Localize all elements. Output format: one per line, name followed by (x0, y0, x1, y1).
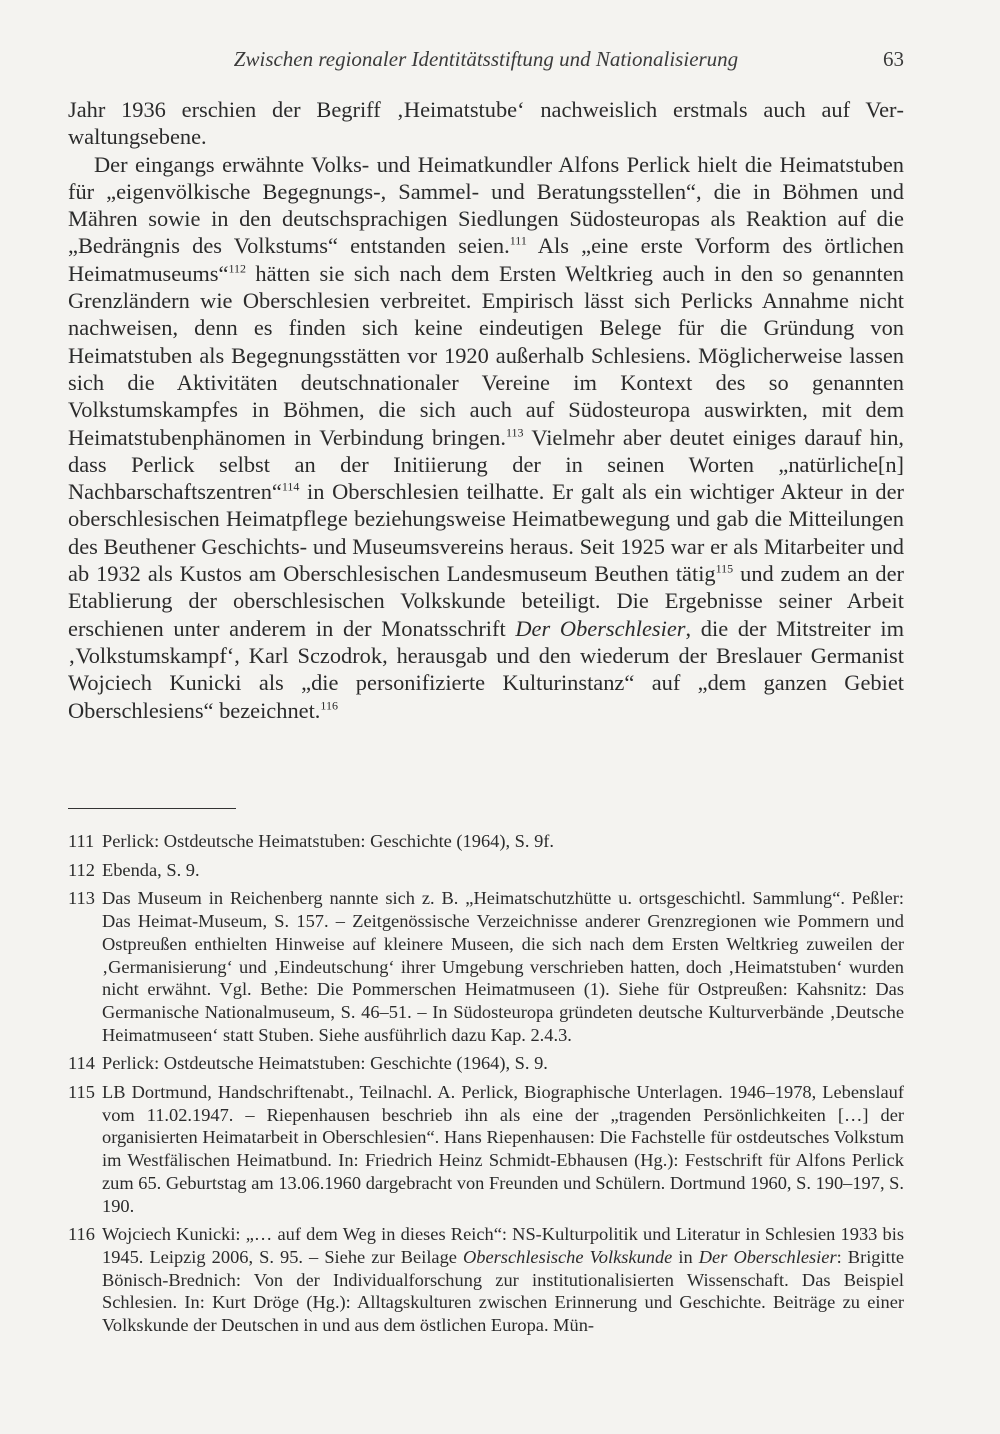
footnote-112 (68, 859, 904, 882)
footnote-number: 116 (68, 1224, 95, 1245)
footnote-divider (68, 808, 236, 809)
footnote-number: 115 (68, 1082, 95, 1103)
supplement-title: Oberschlesische Volkskunde (463, 1246, 673, 1267)
text-segment: Wojciech Kunicki: „… auf dem Weg in dieses Reich“: NS-Kulturpolitik und Literatur in Schlesien 1933 bis 1945. Leipzig 2006, S. 95. – Siehe zur Beilage (102, 1224, 904, 1267)
footnote-text: Perlick: Ostdeutsche Heimatstuben: Geschichte (1964), S. 9. (102, 1053, 548, 1074)
footnote-reference[interactable]: 111 (509, 234, 527, 249)
periodical-title: Der Oberschlesier (515, 615, 686, 641)
footnotes (68, 830, 904, 1343)
paragraph: Jahr 1936 erschien der Begriff ‚Heimatstube‘ nachweislich erstmals auch auf Verwaltungsebene. (68, 97, 904, 150)
periodical-title: Der Oberschlesier (698, 1246, 837, 1267)
footnote-text: Ebenda, S. 9. (102, 859, 200, 880)
footnote-115 (68, 1081, 904, 1217)
text-segment: und zudem an der Etablierung der oberschlesischen Volkskunde beteiligt. Die Ergebnisse seiner Arbeit erschienen unter anderem in der Monatsschrift (68, 561, 904, 641)
footnote-reference[interactable]: 115 (715, 561, 734, 576)
footnote-text: LB Dortmund, Handschriftenabt., Teilnachl. A. Perlick, Biographische Unterlagen. 1946–1978, Lebenslauf vom 11.02.1947. – Riepenhausen beschrieb ihn als eine der „tragenden Persönlichkeiten […] der organisierten Heimatarbeit in Oberschlesien“. Hans Riepenhausen: Die Fachstelle für ostdeutsches Volkstum im Westfälischen Heimatbund. In: Friedrich Heinz Schmidt-Ebhausen (Hg.): Festschrift für Alfons Perlick zum 65. Geburtstag am 13.06.1960 dargebracht von Freunden und Schülern. Dortmund 1960, S. 190–197, S. 190. (102, 1082, 904, 1216)
text-segment: : Brigitte Bönisch-Brednich: Von der Individualforschung zur institutionalisierten Wissenschaft. Das Beispiel Schlesien. In: Kurt Dröge (Hg.): Alltagskulturen zwischen Erinnerung und Geschichte. Beiträge zu einer Volkskunde der Deutschen in und aus dem östlichen Europa. Mün- (102, 1246, 904, 1336)
footnote-number: 111 (68, 831, 95, 851)
footnote-text (102, 1223, 904, 1337)
footnote-reference[interactable]: 116 (320, 698, 338, 713)
paragraph (68, 151, 904, 724)
footnote-text: Perlick: Ostdeutsche Heimatstuben: Geschichte (1964), S. 9f. (102, 831, 554, 851)
footnote-116 (68, 1223, 904, 1337)
text-segment: Vielmehr aber deutet einiges darauf hin, dass Perlick selbst an der Initiierung der in seinen Worten „natürliche[n] Nachbarschaftszentren“ (68, 424, 904, 505)
running-title: Zwischen regionaler Identitätsstiftung und Nationalisierung (233, 47, 739, 71)
text-segment: Der eingangs erwähnte Volks- und Heimatkundler Alfons Perlick hielt die Heimatstuben für „eigenvölkische Begegnungs-, Sammel- und Beratungsstellen“, die in Böhmen und Mähren sowie in den deutschsprachigen Siedlungen Südosteuropas als Reaktion auf die „Bedrängnis des Volkstums“ entstanden seien. (68, 151, 904, 259)
footnote-text: Das Museum in Reichenberg nannte sich z. B. „Heimatschutzhütte u. ortsgeschichtl. Sammlung“. Peßler: Das Heimat-Museum, S. 157. – Zeitgenössische Verzeichnisse anderer Grenzregionen wie Pommern und Ostpreußen enthielten Hinweise auf kleinere Museen, die sich nach dem Ersten Weltkrieg zuweilen der ‚Germanisierung‘ und ‚Eindeutschung‘ ihrer Umgebung verschrieben hatten, doch ‚Heimatstuben‘ wurden nicht erwähnt. Vgl. Bethe: Die Pommerschen Heimatmuseen (1). Siehe für Ostpreußen: Kahsnitz: Das Germanische Nationalmuseum, S. 46–51. – In Südosteuropa gründeten deutsche Kulturverbände ‚Deutsche Heimatmuseen‘ statt Stuben. Siehe ausführlich dazu Kap. 2.4.3. (102, 888, 904, 1045)
text-segment: in (672, 1246, 699, 1267)
text-segment: in Oberschlesien teilhatte. Er galt als ein wichtiger Akteur in der oberschlesischen Heimatpflege beziehungsweise Heimatbewegung und gab die Mitteilungen des Beuthener Geschichts- und Museumsvereins heraus. Seit 1925 war er als Mitarbeiter und ab 1932 als Kustos am Oberschlesischen Landesmuseum Beuthen tätig (68, 479, 904, 587)
footnote-reference[interactable]: 113 (505, 425, 524, 440)
text-segment: hätten sie sich nach dem Ersten Weltkrieg auch in den so genannten Grenzländern wie Oberschlesien verbreitet. Empirisch lässt sich Perlicks Annahme nicht nachweisen, denn es finden sich keine eindeutigen Belege für die Gründung von Heimatstuben als Begegnungsstätten vor 1920 außerhalb Schlesiens. Möglicherweise lassen sich die Aktivitäten deutschnationaler Vereine im Kontext des so genannten Volkstumskampfes in Böhmen, die sich auch auf Südosteuropa auswirkten, mit dem Heimatstubenphänomen in Verbindung bringen. (68, 260, 904, 450)
text-segment: Als „eine erste Vorform des örtlichen Heimatmuseums“ (68, 233, 904, 286)
footnote-111 (68, 830, 904, 853)
footnote-number: 112 (68, 859, 95, 880)
footnote-reference[interactable]: 112 (228, 261, 246, 276)
main-text (68, 96, 904, 724)
footnote-113 (68, 887, 904, 1046)
footnote-114 (68, 1052, 904, 1075)
page-number: 63 (883, 47, 904, 71)
footnote-number: 114 (68, 1053, 95, 1074)
footnote-reference[interactable]: 114 (281, 479, 300, 494)
footnote-number: 113 (68, 888, 95, 909)
text-segment: , die der Mitstreiter im ‚Volkstumskampf‘, Karl Sczodrok, herausgab und den wiederum der Breslauer Germanist Wojciech Kunicki als „die personifizierte Kulturinstanz“ auf „dem ganzen Gebiet Oberschlesiens“ bezeichnet. (68, 615, 904, 723)
